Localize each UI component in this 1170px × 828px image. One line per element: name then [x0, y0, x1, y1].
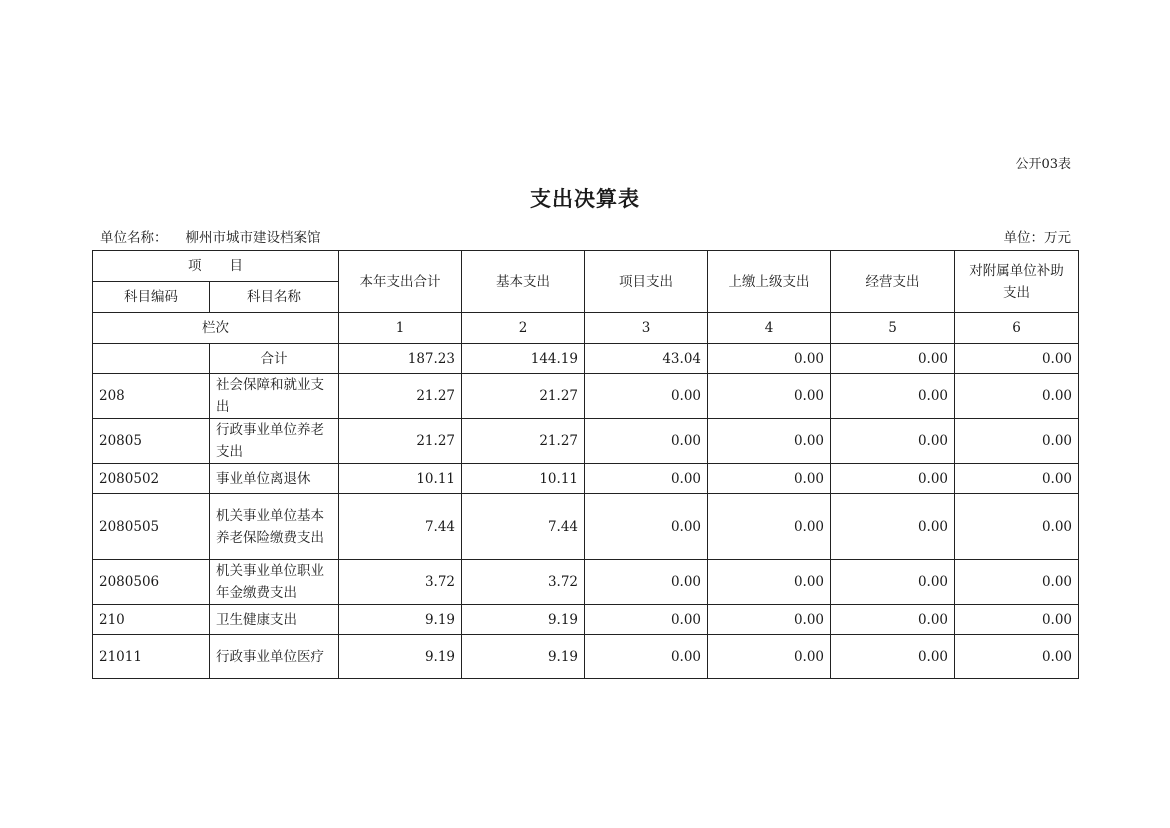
cell-value: 0.00: [585, 635, 708, 679]
total-value: 144.19: [462, 344, 585, 374]
table-row: [93, 605, 1079, 635]
total-code-cell: [93, 344, 210, 374]
column-number: 5: [831, 313, 955, 344]
column-number: 1: [339, 313, 462, 344]
column-number: 6: [955, 313, 1079, 344]
table-row: [93, 494, 1079, 560]
subject-name: 社会保障和就业支出: [210, 374, 339, 419]
header-code: 科目编码: [93, 282, 210, 313]
cell-value: 0.00: [585, 464, 708, 494]
cell-value: 0.00: [831, 605, 955, 635]
cell-value: 0.00: [708, 494, 831, 560]
cell-value: 10.11: [462, 464, 585, 494]
cell-value: 0.00: [708, 419, 831, 464]
header-col5: 经营支出: [831, 251, 955, 313]
cell-value: 0.00: [708, 464, 831, 494]
subject-name: 卫生健康支出: [210, 605, 339, 635]
header-row-1: [93, 251, 1079, 282]
cell-value: 0.00: [831, 464, 955, 494]
table-row: [93, 635, 1079, 679]
cell-value: 0.00: [585, 494, 708, 560]
unit-name-label: 单位名称：: [100, 230, 168, 246]
cell-value: 7.44: [339, 494, 462, 560]
cell-value: 9.19: [339, 635, 462, 679]
total-value: 43.04: [585, 344, 708, 374]
total-label: 合计: [210, 344, 339, 374]
total-value: 187.23: [339, 344, 462, 374]
cell-value: 9.19: [462, 635, 585, 679]
subject-code: 208: [93, 374, 210, 419]
table-row: [93, 419, 1079, 464]
cell-value: 0.00: [955, 374, 1079, 419]
table-row: [93, 560, 1079, 605]
cell-value: 21.27: [462, 419, 585, 464]
header-item: [93, 251, 339, 282]
cell-value: 0.00: [831, 494, 955, 560]
cell-value: 0.00: [955, 560, 1079, 605]
cell-value: 10.11: [339, 464, 462, 494]
header-name: 科目名称: [210, 282, 339, 313]
header-lanci: 栏次: [93, 313, 339, 344]
subject-name: 行政事业单位医疗: [210, 635, 339, 679]
subject-name: 事业单位离退休: [210, 464, 339, 494]
cell-value: 0.00: [831, 374, 955, 419]
cell-value: 0.00: [708, 605, 831, 635]
cell-value: 0.00: [585, 560, 708, 605]
cell-value: 3.72: [339, 560, 462, 605]
cell-value: 0.00: [831, 635, 955, 679]
header-item-b: 目: [229, 258, 243, 274]
form-number: 公开03表: [1015, 157, 1071, 172]
column-number: 4: [708, 313, 831, 344]
header-col4: 上缴上级支出: [708, 251, 831, 313]
subject-name: 机关事业单位职业年金缴费支出: [210, 560, 339, 605]
header-col1: 本年支出合计: [339, 251, 462, 313]
cell-value: 0.00: [585, 374, 708, 419]
cell-value: 0.00: [831, 419, 955, 464]
cell-value: 9.19: [339, 605, 462, 635]
header-col2: 基本支出: [462, 251, 585, 313]
column-number: 2: [462, 313, 585, 344]
column-number-row: [93, 313, 1079, 344]
subject-code: 210: [93, 605, 210, 635]
unit-name: 柳州市城市建设档案馆: [185, 230, 321, 246]
cell-value: 7.44: [462, 494, 585, 560]
subject-code: 2080505: [93, 494, 210, 560]
cell-value: 21.27: [462, 374, 585, 419]
cell-value: 0.00: [955, 419, 1079, 464]
table-row: [93, 374, 1079, 419]
page-title: 支出决算表: [530, 187, 640, 211]
subject-name: 行政事业单位养老支出: [210, 419, 339, 464]
cell-value: 0.00: [955, 494, 1079, 560]
total-value: 0.00: [955, 344, 1079, 374]
cell-value: 0.00: [708, 635, 831, 679]
cell-value: 0.00: [585, 605, 708, 635]
cell-value: 0.00: [831, 560, 955, 605]
cell-value: 0.00: [585, 419, 708, 464]
cell-value: 0.00: [708, 374, 831, 419]
cell-value: 0.00: [708, 560, 831, 605]
total-value: 0.00: [708, 344, 831, 374]
cell-value: 9.19: [462, 605, 585, 635]
cell-value: 3.72: [462, 560, 585, 605]
expenditure-table: [92, 250, 1079, 679]
subject-name: 机关事业单位基本养老保险缴费支出: [210, 494, 339, 560]
cell-value: 21.27: [339, 419, 462, 464]
header-col3: 项目支出: [585, 251, 708, 313]
subject-code: 20805: [93, 419, 210, 464]
cell-value: 0.00: [955, 605, 1079, 635]
subject-code: 2080502: [93, 464, 210, 494]
column-number: 3: [585, 313, 708, 344]
total-value: 0.00: [831, 344, 955, 374]
header-col6: 对附属单位补助支出: [955, 251, 1079, 313]
currency-unit: 单位：万元: [1003, 230, 1071, 246]
total-row: [93, 344, 1079, 374]
subject-code: 21011: [93, 635, 210, 679]
cell-value: 0.00: [955, 464, 1079, 494]
header-item-a: 项: [188, 258, 202, 274]
subject-code: 2080506: [93, 560, 210, 605]
cell-value: 0.00: [955, 635, 1079, 679]
unit-name-line: [100, 226, 321, 246]
table-row: [93, 464, 1079, 494]
cell-value: 21.27: [339, 374, 462, 419]
